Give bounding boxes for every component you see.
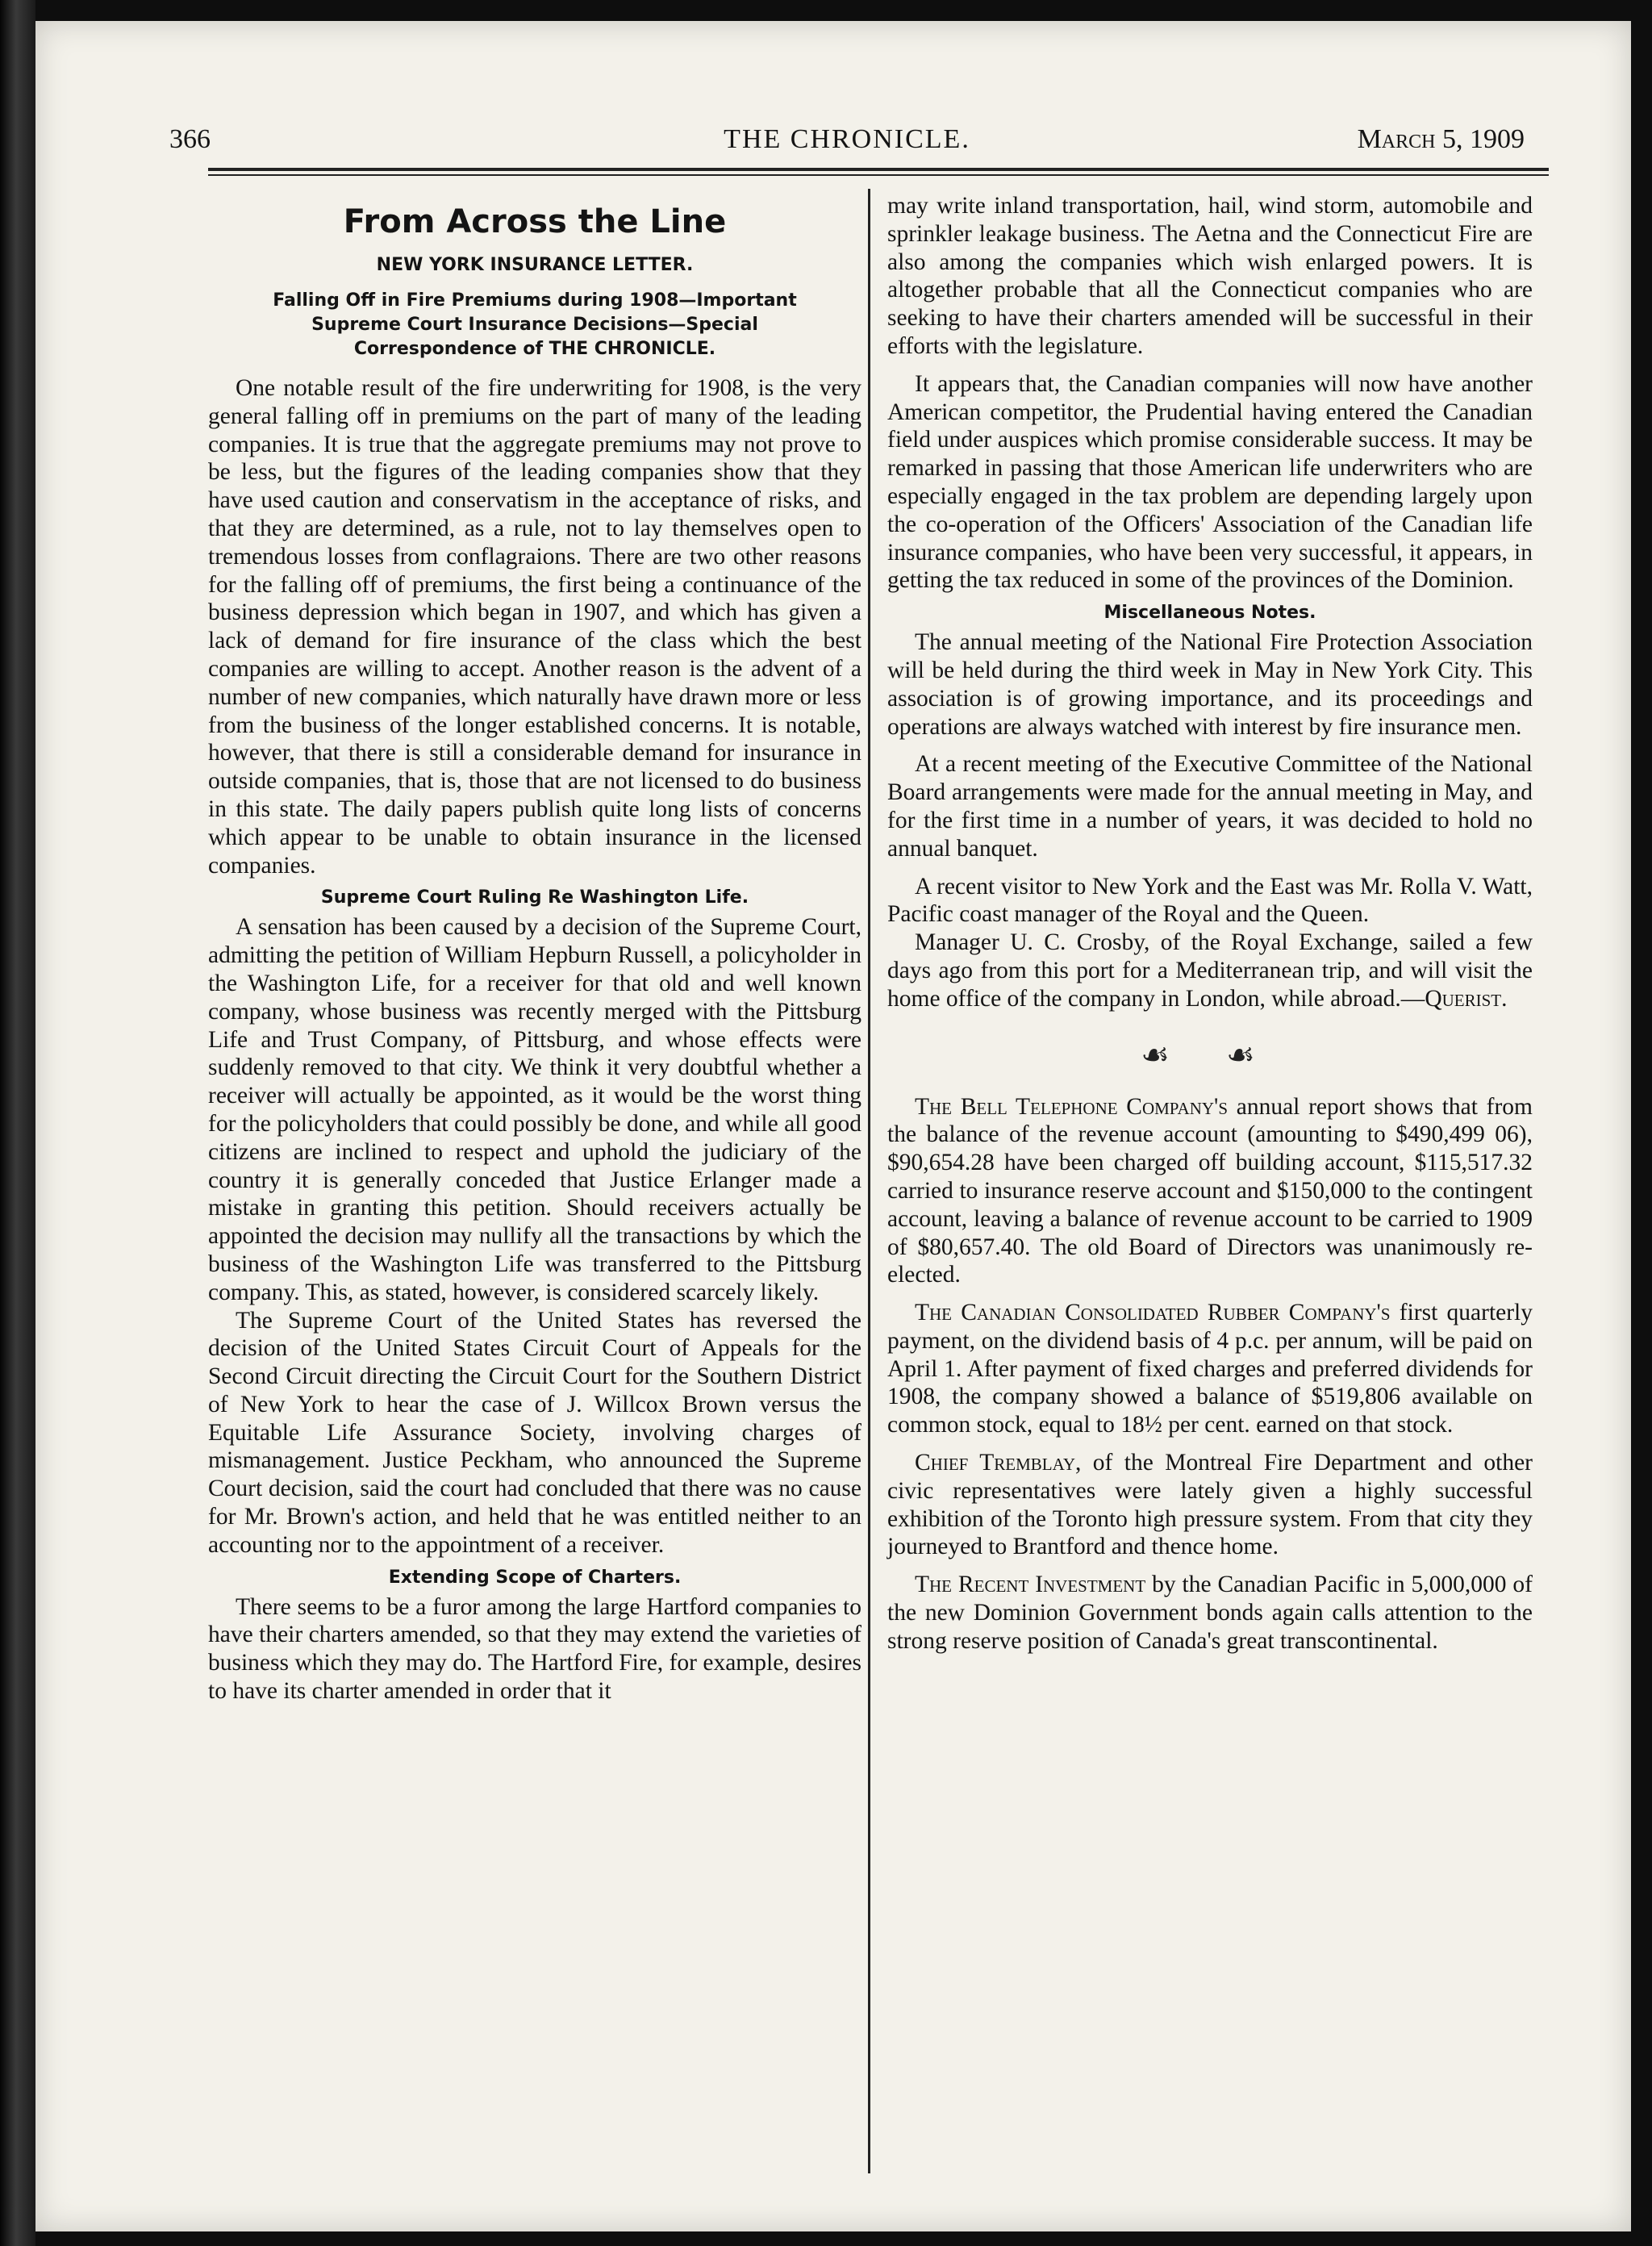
paragraph-hartford-charters: There seems to be a furor among the large Hartford companies to have their charters amended, so that they may extend the varieties of business which they may do. The Hartford Fire, for example, desires to have its charter amended in order that it [208, 1593, 861, 1705]
crosby-text: Manager U. C. Crosby, of the Royal Exchange, sailed a few days ago from this port for a Mediterranean trip, and will visit the home office of the company in London, while abroad.— [887, 929, 1533, 1012]
paragraph-crosby [887, 929, 1533, 1012]
invest-text: by the Canadian Pacific in 5,000,000 of the new Dominion Government bonds again calls attention to the strong reserve position of Canada's great transcontinental. [887, 1572, 1533, 1654]
issue-date: March 5, 1909 [1357, 124, 1525, 154]
paragraph-chief-tremblay [887, 1449, 1533, 1561]
header-rule-thick [208, 168, 1549, 171]
paragraph-prudential: It appears that, the Canadian companies will now have another American competitor, the Prudential having entered the Canadian field under auspices which promise considerable success. It may be remarked in passing that those American life underwriters who are especially engaged in the tax problem are depending largely upon the co-operation of the Officers' Association of the Canadian life insurance companies, who have been very successful, it appears, in getting the tax reduced in some of the provinces of the Dominion. [887, 370, 1533, 594]
bell-text: annual report shows that from the balance of the revenue account (amounting to $490,499 06), $90,654.28 have been charged off building account, $115,517.32 carried to insurance reserve account and $150,000 to the contingent account, leaving a balance of revenue account to be carried to 1909 of $80,657.40. The old Board of Directors was unanimously re-elected. [887, 1093, 1533, 1288]
paragraph-washington-life: A sensation has been caused by a decision of the Supreme Court, admitting the petition of William Hepburn Russell, a policyholder in the Washington Life, for a receiver for that old and well known company, whose business was recently merged with the Pittsburg Life and Trust Company, of Pittsburg, and whose effects were suddenly removed to that city. We think it very doubtful whether a receiver will actually be appointed, as it would be the worst thing for the policyholders that could possibly be done, and while all good citizens are inclined to respect and uphold the judiciary of the country it is generally conceded that Justice Erlanger made a mistake in granting this petition. Should receivers actually be appointed the decision may nullify all the transactions by which the business of the Washington Life was transferred to the Pittsburg company. This, as stated, however, is considered scarcely likely. [208, 914, 861, 1305]
paragraph-bell-telephone [887, 1093, 1533, 1290]
section-heading-misc-notes: Miscellaneous Notes. [1103, 603, 1316, 624]
paragraph-continued-charters: may write inland transportation, hail, wind storm, automobile and sprinkler leakage business. The Aetna and the Connecticut Fire are also among the companies which wish enlarged powers. It is altogether probable that all the Connecticut companies who are seeking to have their charters amended will be successful in their efforts with the legislature. [887, 193, 1533, 359]
page-header [169, 118, 1525, 166]
right-column [887, 192, 1533, 1655]
rubber-lead: The Canadian Consolidated Rubber Company's [915, 1300, 1391, 1326]
invest-lead: The Recent Investment [915, 1572, 1146, 1598]
deck-line-3: Correspondence of THE CHRONICLE. [353, 339, 716, 359]
paragraph-equitable-case: The Supreme Court of the United States has reversed the decision of the United States Circuit Court of Appeals for the Second Circuit directing the Circuit Court for the Southern District of New York to hear the case of J. Willcox Brown versus the Equitable Life Assurance Society, involving charges of mismanagement. Justice Peckham, who announced the Supreme Court decision, said the court had concluded that there was no cause for Mr. Brown's action, and held that he was entitled neither to an accounting nor to the appointment of a receiver. [208, 1307, 861, 1558]
book-binding-edge [0, 0, 35, 2246]
article-title: From Across the Line [343, 203, 727, 240]
section-heading-charters: Extending Scope of Charters. [388, 1567, 682, 1588]
column-divider [868, 189, 870, 2173]
paragraph-fire-premiums: One notable result of the fire underwriting for 1908, is the very general falling off in premiums on the part of many of the leading companies. It is true that the aggregate premiums may not prove to be less, but the figures of the leading companies show that they have used caution and conservatism in the acceptance of risks, and that they are determined, as a rule, not to lay themselves open to tremendous losses from conflagraions. There are two other reasons for the falling off of premiums, the first being a continuance of the business depression which began in 1907, and which has given a lack of demand for fire insurance of the class which the best companies are willing to accept. Another reason is the advent of a number of new companies, which naturally have drawn more or less from the business of the longer established concerns. It is notable, however, that there is still a considerable demand for insurance in outside companies, that is, those that are not licensed to do business in this state. The daily papers publish quite long lists of concerns which appear to be unable to obtain insurance in the licensed companies. [208, 375, 861, 879]
section-heading-washington-life: Supreme Court Ruling Re Washington Life. [320, 887, 749, 908]
paragraph-nfpa-meeting: The annual meeting of the National Fire Protection Association will be held during the third week in May in New York City. This association is of growing importance, and its proceedings and operations are always watched with interest by fire insurance men. [887, 629, 1533, 740]
paragraph-canadian-rubber [887, 1299, 1533, 1439]
fleuron-ornament: ☙ ☙ [1141, 1036, 1279, 1073]
paragraph-rolla-watt: A recent visitor to New York and the East was Mr. Rolla V. Watt, Pacific coast manager of the Royal and the Queen. [887, 873, 1533, 928]
deck-line-1: Falling Off in Fire Premiums during 1908—Important [273, 290, 797, 311]
paragraph-executive-committee: At a recent meeting of the Executive Committee of the National Board arrangements were made for the annual meeting in May, and for the first time in a number of years, it was decided to hold no annual banquet. [887, 751, 1533, 862]
deck-line-2: Supreme Court Insurance Decisions—Special [311, 315, 758, 335]
left-column [208, 192, 861, 1705]
journal-title: THE CHRONICLE. [724, 124, 970, 154]
rubber-text: first quarterly payment, on the dividend basis of 4 p.c. per annum, will be paid on April 1. After payment of fixed charges and preferred dividends for 1908, the company showed a balance of $519,806 available on common stock, equal to 18½ per cent. earned on that stock. [887, 1300, 1533, 1438]
article-subtitle: NEW YORK INSURANCE LETTER. [376, 255, 694, 275]
tremblay-text: of the Montreal Fire Department and other civic representatives were lately given a highly successful exhibition of the Toronto high pressure system. From that city they journeyed to Brantford and thence home. [887, 1450, 1533, 1560]
paragraph-cpr-investment [887, 1571, 1533, 1655]
author-signature: Querist. [1425, 985, 1508, 1012]
article-deck [232, 289, 837, 361]
tremblay-lead: Chief Tremblay, [915, 1450, 1082, 1476]
bell-lead: The Bell Telephone Company's [915, 1093, 1229, 1120]
page-number: 366 [169, 124, 211, 154]
header-rule-thin [208, 174, 1549, 176]
